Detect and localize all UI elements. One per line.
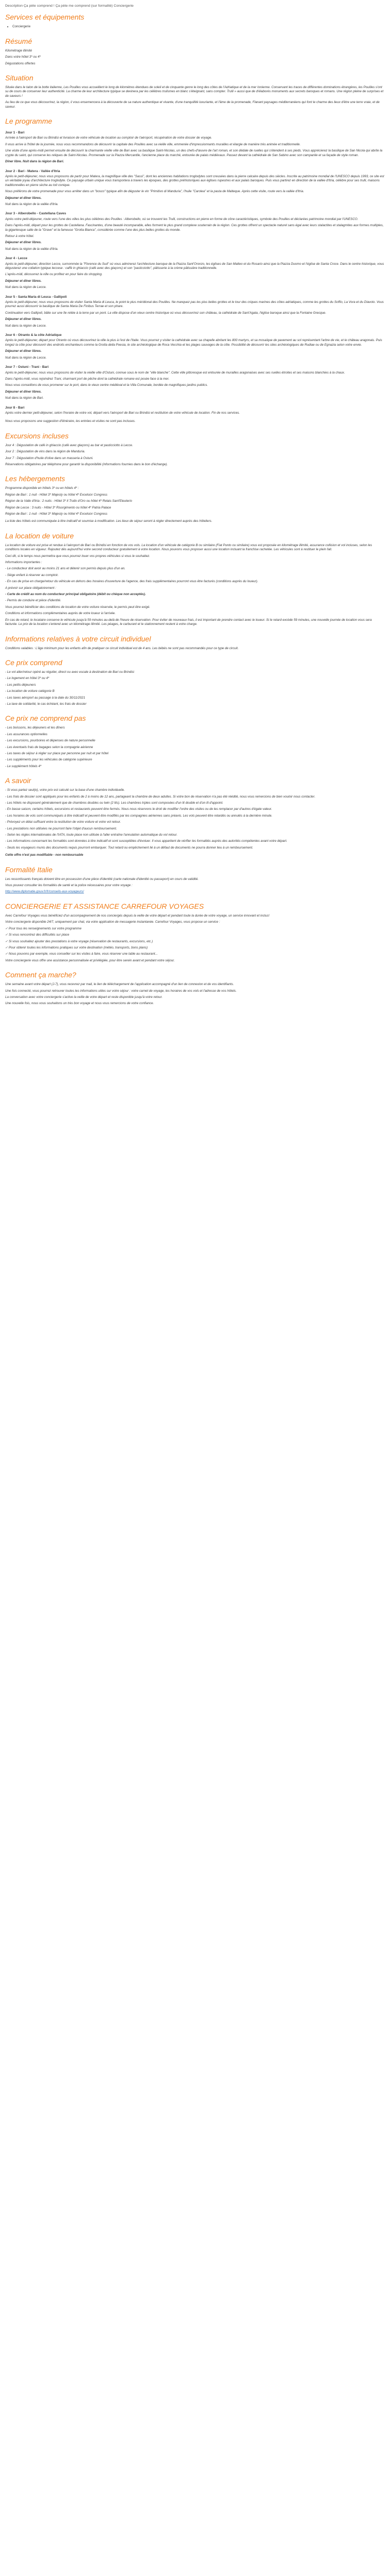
hebergement-line: Région de Bari : 1 nuit - Hôtel 3* Majesty ou hôtel 4* Excelsior Congress [5,493,108,497]
conciergerie-item: ✓ Nous pouvons par exemple, vous conseiller sur les visites à faire, vous réserver une table au restaurant... [5,952,158,956]
conciergerie-item: ✓ Pour tous les renseignements sur votre programme [5,926,82,930]
day-7-paragraph: Nous vous conseillons de vous promener sur le port, dans le vieux centre médiéval et la Villa Comunale, bordée de magnifiques jardins publics. [5,383,208,387]
hebergement-line: Région de la Valle d'Itria : 2 nuits - Hôtel 3* Il Trullo d'Oro ou hôtel 4* Relais Sant'Eleuterio [5,499,133,503]
prix-ne-comprend-item: - Les boissons, les déjeuners et les dîners [5,726,65,730]
formalites-link[interactable]: http://www.diplomatie.gouv.fr/fr/conseils-aux-voyageurs/ [5,890,84,894]
a-savoir-closing: Cette offre n'est pas modifiable - non remboursable [5,853,84,857]
comment-paragraph: La conversation avec votre conciergerie s'active la veille de votre départ et reste disponible jusqu'à votre retour. [5,995,163,999]
prix-ne-comprend-item: - Le supplément hôtels 4* [5,764,42,768]
day-1-paragraph: Arrivée à l'aéroport de Bari ou Brindisi et livraison de votre véhicule de location au comptoir de l'aéroport, récupération de votre dossier de voyage. [5,136,212,140]
day-8-paragraph: Après votre dernier petit-déjeuner, selon l'horaire de votre vol, départ vers l'aéroport de Bari ou Brindisi et restitution de votre véhicule de location. Fin de nos services. [5,411,240,415]
day-1-title: Jour 1 - Bari [5,131,25,135]
location-paragraph: Ceci dit, si le temps nous permettra que vous pourrez louer vos propres véhicules si vous le souhaitez. [5,554,150,558]
day-1-paragraph: Dîner libre. Nuit dans la région de Bari. [5,160,64,164]
a-savoir-paragraph: - Les hôtels ne disposent généralement que de chambres doubles ou twin (2 lits). Les chambres triples sont composées d'un lit double et d'un lit d'appoint. [5,801,223,805]
prix-comprend-heading: Ce prix comprend [5,658,62,667]
day-6-paragraph: Nuit dans la région de Lecce. [5,355,47,360]
day-5-paragraph: Après le petit-déjeuner, nous vous proposons de visiter Santa Maria di Leuca, le point le plus méridional des Pouilles. Ne manquez pas les plus belles grottes et le tour des criques marines des côtes adriatiques, comme les grottes du Soffio, La Vora et du Diavolo. Vous pourrez aussi découvrir la basilique de Santa Maria De Finibus Terrae et son phare. [5,300,384,309]
day-4-paragraph: Nuit dans la région de Lecce. [5,285,47,290]
prix-comprend-item: - Le vol aller/retour opéré au régulier, direct ou avec escale à destination de Bari ou Brindisi [5,670,135,674]
day-7-title: Jour 7 - Ostuni - Trani - Bari [5,365,49,369]
conciergerie-item: ✓ Si vous souhaitez ajouter des prestations à votre voyage (réservation de restaurants, excursions, etc.) [5,939,153,943]
conciergerie-item: ✓ Si vous rencontrez des difficultés sur place [5,933,70,937]
day-3-paragraph: Retour à votre hôtel. [5,234,35,238]
a-savoir-heading: A savoir [5,776,31,785]
a-savoir-paragraph: - Selon les règles internationales de l'IATA, toute place non utilisée à l'aller entraîne l'annulation automatique du vol retour. [5,833,177,837]
prix-ne-comprend-item: - Les excursions, pourboires et dépenses de nature personnelle [5,739,95,743]
day-4-paragraph: L'après-midi, découvrez la ville ou profitez en pour faire du shopping. [5,273,103,277]
a-savoir-paragraph: - Seuls les voyageurs munis des documents requis pourront embarquer. Tout retard ou empêchement lié à un défaut de documents ne pourra donner lieu à un remboursement. [5,845,253,850]
day-1-paragraph: Il vous arrive à l'hôtel de la journée, nous vous recommandons de découvrir la capitale des Pouilles avec sa vieille ville, emmenée d'impressionnants murailles et élargie de manière très animée et traditionnelle. [5,142,301,146]
excursion-item: Jour 4 : Dégustation de café in ghiaccio (café avec glaçons) au bar et pasticciotto à Lecce. [5,443,133,447]
resume-heading: Résumé [5,37,32,45]
a-savoir-paragraph: - Les prestations non utilisées ne pourront faire l'objet d'aucun remboursement. [5,826,117,831]
hebergements-note: La liste des hôtels est communiquée à titre indicatif et soumise à modification. Les lieux de séjour seront à régler directement auprès des hôteliers. [5,519,213,523]
conciergerie-heading: CONCIERGERIE ET ASSISTANCE CARREFOUR VOYAGES [5,902,204,910]
location-paragraph: A prévoir sur place obligatoirement : [5,586,56,590]
day-3-paragraph: Dans l'après-midi, départ pour les grottes de Castellana. Fascinantes, d'une beauté incomparable, elles forment le plus grand complexe souterrain de la région. Ces grottes offrent un spectacle naturel sans égal avec leurs stalactites et stalagmites aux formes multiples, la gigantesque salle de la "Grave" et la fameuse "Grotta Bianca", considérée comme l'une des plus belles grottes du monde. [5,224,384,232]
location-paragraph: Informations importantes : [5,561,42,565]
day-4-title: Jour 4 - Lecce [5,257,27,261]
situation-heading: Situation [5,74,34,82]
day-5-title: Jour 5 - Santa Maria di Leuca - Gallipoli [5,295,67,299]
a-savoir-paragraph: - Les horaires de vols sont communiqués à titre indicatif et peuvent être modifiés par les compagnies aériennes sans préavis. Les vols peuvent être retardés ou annulés à la dernière minute. [5,814,272,818]
location-paragraph: - Permis de conduire et pièce d'identité. [5,599,61,603]
day-8-title: Jour 8 - Bari [5,405,25,410]
excursions-heading: Excursions incluses [5,431,69,440]
location-paragraph: Conditions et informations complémentaires auprès de votre loueur à l'arrivée. [5,612,116,616]
a-savoir-paragraph: - Les informations concernant les formalités sont données à titre indicatif et sont susceptibles d'évoluer. Il vous appartient de vérifier les formalités auprès des autorités compétentes avant votre départ. [5,839,287,843]
hebergements-intro: Programme disponible en hôtels 3* ou en hôtels 4* : [5,486,79,490]
a-savoir-paragraph: - Les frais de dossier sont appliqués pour les enfants de 2 à moins de 12 ans, partageant la chambre de deux adultes. Si votre bon de réservation n'a pas été réédité, nous vous remercions de bien vouloir nous contacter. [5,794,316,799]
hebergement-line: Région de Bari : 1 nuit - Hôtel 3* Majesty ou hôtel 4* Excelsior Congress [5,512,108,516]
day-7-paragraph: Après le petit-déjeuner, nous vous proposons de visiter la vieille ville d'Ostuni, connue sous le nom de "ville blanche". Cette ville pittoresque est entourée de murailles aragonaises avec ses ruelles étroites et ses maisons blanchies à la chaux. [5,370,345,375]
comment-heading: Comment ça marche? [5,971,76,979]
services-list [5,25,385,29]
day-6-title: Jour 6 - Otranto & la côte Adriatique [5,333,62,337]
excursion-item: Jour 7 : Dégustation d'huile d'olive dans un masseria à Ostuni. [5,456,93,460]
prix-comprend-item: - Les petits-déjeuners [5,683,36,687]
prix-comprend-item: - Le logement en hôtel 3* ou 4* [5,676,50,681]
prix-ne-comprend-item: - Les éventuels frais de bagages selon la compagnie aérienne [5,745,93,749]
day-1-paragraph: Une visite d'une après-midi permet ensuite de découvrir la charmante vieille ville de Bari avec sa basilique Saint-Nicolas, un des chefs-d'œuvre de l'art roman, et son dédale de ruelles qui s'étendent à ses pieds. Vous apprécierez la basilique de San Nicola qui abrite la crypte du saint, qui conserve les reliques de Saint-Nicolas. Promenade sur la Piazza Mercantile, l'ancienne place du marché, entourée de palais médiévaux. Passez devant la cathédrale de San Sabino avec son campanile et sa façade de style roman. [5,149,383,157]
formalites-paragraph: Les ressortissants français doivent être en possession d'une pièce d'identité (carte nationale d'identité ou passeport) en cours de validité. [5,877,199,881]
location-heading: La location de voiture [5,531,74,540]
day-3-title: Jour 3 - Alberobello - Castellana Caves [5,212,67,216]
conciergerie-item: ✓ Pour obtenir toutes les informations pratiques sur votre destination (météo, transports, bons plans) [5,945,148,950]
situation-paragraph: Située dans le talon de la botte italienne, Les Pouilles vous accueillent le long de kilomètres étendues de soleil et de cinquante genre le long des côtes de l'Adriatique et de la mer Ionienne. Conservant les traces de différentes dominations étrangères, les Pouilles s'ont su de cours de conserver leur authenticité. La charme de leur architecture typique se devinera par les célèbres trulismes en blanc s'éteignant, sans compter. Trulli » aussi que de d'élaborés monuments aux secrets baroques et romans. Une région pleine de surprises et de saveurs ! [5,86,384,98]
conciergerie-paragraph: Votre conciergerie disponible 24/7, uniquement par chat, via votre application de messagerie instantanée. Carrefour Voyages, vous propose un service : [5,920,220,924]
page-description: Description Ça pète comprend ! Ça pète me comprend (sur formalité) Conciergerie [5,4,134,8]
day-6-paragraph: Déjeuner et dîner libres. [5,349,42,353]
day-2-paragraph: Nuit dans la région de la vallée d'Itria. [5,202,58,206]
hebergements-heading: Les hébergements [5,474,65,483]
programme-note: Nous vous proposons une suggestion d'itinéraire, les entrées et visites ne sont pas incluses. [5,419,136,423]
prix-ne-comprend-item: - Les assurances optionnelles [5,732,47,736]
day-7-paragraph: Dans l'après-midi, vous rejoindrez Trani, charmant port de pêche dont la cathédrale romane est posée face à la mer. [5,377,170,381]
location-paragraph: En cas de retard, le locataire conserve le véhicule jusqu'à 59 minutes au-delà de l'heure de réservation. Pour éviter de nouveaux frais, il est important de prendre contact avec le loueur. Si le retard excède 59 minutes, une nouvelle journée de location vous sera facturée. Le prix de la location s'entend avec un kilométrage illimité. Les péages, le carburant et le stationnement restent à votre charge. [5,618,372,626]
day-3-paragraph: Déjeuner et dîner libres. [5,241,42,245]
prix-ne-comprend-item: - Les suppléments pour les véhicules de catégorie supérieure [5,758,92,762]
prix-ne-comprend-heading: Ce prix ne comprend pas [5,714,86,723]
day-4-paragraph: Déjeuner et dîner libres. [5,279,42,283]
location-paragraph: Vous pourrez bénéficier des conditions de location de votre voiture réservée, le permis peut être exigé. [5,605,151,609]
day-2-paragraph: Nous préférons de votre promenade pour vous arrêter dans un "bosco" typique afin de déguster le vin "Primitivo di Manduria", l'huile "Carolea" et la pasta de Malteque. Après cette visite, route vers la vallée d'Itria. [5,190,304,194]
location-paragraph: - Siège enfant à réserver au comptoir. [5,573,59,577]
comment-paragraph: Une semaine avant votre départ (J-7), vous recevrez par mail, le lien de téléchargement de l'application accompagné d'un lien de connexion et de vos identifiants. [5,982,234,987]
excursions-note: Réservations obligatoires par téléphone pour garantir la disponibilité (informations fournies dans le bon d'échange). [5,462,168,466]
services-item: • Conciergerie [12,25,385,29]
day-6-paragraph: Après le petit-déjeuner, départ pour Otranto où vous découvrirez la ville la plus à l'est de l'Italie. Vous pourrez y visiter la cathédrale avec sa chapelle abritant les 800 martyrs, et sa mosaïque de pavement au sol représentant l'arbre de vie, et le château aragonais. Puis longez la côte pour découvrir des endroits enchanteurs comme la Grotta della Poesia, le site archéologique de Roca Vecchia et les plages sauvages de la côte. Possibilité de découvrir les sites archéologiques de Rudiae ou de Egnazia selon votre envie. [5,338,382,347]
a-savoir-paragraph: - Si vous partez seul(e), votre prix est calculé sur la base d'une chambre individuelle. [5,788,125,792]
resume-line: Kilométrage illimité [5,48,32,53]
a-savoir-paragraph: - Prévoyez un délai suffisant entre la restitution de votre voiture et votre vol retour. [5,820,121,824]
day-7-paragraph: Nuit dans la région de Bari. [5,396,44,400]
day-3-paragraph: Après votre petit-déjeuner, route vers l'une des villes les plus célèbres des Pouilles : Alberobello, où se trouvent les Trulli, constructions en pierre en forme de cône caractéristiques, symbole des Pouilles et déclarées patrimoine mondial par l'UNESCO. [5,217,359,221]
prix-comprend-item: - Les taxes aéroport au passage à la date du 30/11/2021 [5,696,86,700]
day-2-paragraph: Après le petit-déjeuner, nous vous proposons de partir pour Matera, la magnifique ville des "Sassi", dont les anciennes habitations troglodytes sont creusées dans la pierre calcaire depuis des siècles. Inscrite au patrimoine mondial de l'UNESCO depuis 1993, ce site est un véritable joyau d'architecture troglodyte. Ce paysage urbain unique vous transportera à travers les époques, des grottes préhistoriques aux églises rupestres et aux palais baroques. Puis vous partirez en direction de la vallée d'Itria, célèbre pour ses trulli, maisons traditionnelles en pierre sèche au toit conique. [5,174,384,187]
day-2-title: Jour 2 - Bari - Matera - Vallée d'Itria [5,169,60,173]
day-4-paragraph: Après le petit-déjeuner, direction Lecce, surnommée la "Florence du Sud" où vous admirerez l'architecture baroque de la Piazza Sant'Oronzo, les églises de San Matteo et du Rosario ainsi que la Piazza Duomo et l'église de Santa Croce. Dans le centre historique, vous dégusterez une collation typique leccese : caffè in ghiaccio (café avec des glaçons) et son "pasticciotto", pâtisserie à la crème pâtissière traditionnelle. [5,262,384,270]
formalites-paragraph: Vous pouvez consulter les formalités de santé et la police nécessaires pour votre voyage : [5,884,133,888]
infos-heading: Informations relatives à votre circuit individuel [5,634,151,643]
resume-line: Dans votre hôtel 3* ou 4* [5,55,41,59]
services-heading: Services et équipements [5,13,85,22]
day-7-paragraph: Déjeuner et dîner libres. [5,389,42,394]
comment-paragraph: Une fois connecté, vous pourrez retrouver toutes les informations utiles sur votre séjour : votre carnet de voyage, les horaires de vos vols et l'adresse de vos hôtels. [5,989,237,993]
conciergerie-paragraph: Avec Carrefour Voyages vous bénéficiez d'un accompagnement de nos conciergés depuis la veille de votre départ et pendant toute la durée de votre voyage, un service innovant et inclus! [5,913,270,918]
day-5-paragraph: Nuit dans la région de Lecce. [5,324,47,328]
comment-paragraph: Une nouvelle fois, nous vous souhaitons un très bon voyage et nous vous remercions de votre confiance. [5,1002,154,1006]
a-savoir-paragraph: - En basse saison, certains hôtels, excursions et restaurants peuvent être fermés. Nous nous réservons le droit de modifier l'ordre des visites ou de les remplacer par d'autres d'égale valeur. [5,807,272,811]
situation-paragraph: Au lieu de ce que vous découvrirez, la région, il vous ensemencera à la découverte de sa nature authentique et vivante, d'une tranquillité luxuriante, et l'âme de la promenade, Flanant paysages méditerranéens qui font le charme des lieux d'être une terre vraie, et de saveur. [5,100,380,109]
hebergement-line: Région de Lecce : 3 nuits - Hôtel 3* Risorgimento ou hôtel 4* Patria Palace [5,505,111,510]
day-5-paragraph: Continuation vers Gallipoli, bâtie sur une île reliée à la terre par un pont. La ville dispose d'un vieux centre historique où vous découvrirez son château, la cathédrale de Sant'Agata, l'église baroque ainsi que la Fontaine Grecque. [5,311,327,315]
day-5-paragraph: Déjeuner et dîner libres. [5,317,42,321]
location-paragraph: - Carte de crédit au nom du conducteur principal obligatoire (débit ou chèque non acceptés). [5,592,146,597]
location-paragraph: - En cas de prise en charge/retour du véhicule en dehors des horaires d'ouverture de l'agence, des frais supplémentaires pourront vous être facturés (conditions auprès du loueur). [5,580,258,584]
formalites-heading: Formalité Italie [5,865,53,874]
excursion-item: Jour 2 : Dégustation de vins dans la région de Manduria. [5,450,86,454]
day-2-paragraph: Déjeuner et dîner libres. [5,196,42,200]
resume-line: Dégustations offertes [5,61,36,65]
location-paragraph: La location de voiture est prise et rendue à l'aéroport de Bari ou Brindisi en fonction de vos vols. La location d'un véhicule de catégorie B ou similaire (Fiat Punto ou similaire) vous est proposée en kilométrage illimité, assurance collision et vol incluses, selon les conditions locales en vigueur. Rajoutez dès aujourd'hui votre second conducteur gratuitement à votre location. Nous pouvons vous proposer aussi une location incluant la franchise rachetée. Les véhicules sont à restituer le plein fait. [5,543,372,552]
conciergerie-paragraph: Votre conciergerie vous offre une assistance personnalisée et privilégiée, pour être serein avant et pendant votre séjour. [5,958,175,962]
location-paragraph: - Le conducteur doit avoir au moins 21 ans et détenir son permis depuis plus d'un an. [5,567,126,571]
prix-comprend-item: - La location de voiture catégorie B [5,689,55,693]
day-3-paragraph: Nuit dans la région de la vallée d'Itria. [5,247,58,251]
programme-heading: Le programme [5,117,53,126]
infos-paragraph: Conditions valables : L'âge minimum pour les enfants afin de pratiquer ce circuit individuel est de 4 ans. Les bébés ne sont pas recommandés pour ce type de circuit. [5,646,239,650]
prix-comprend-item: - La taxe de solidarité, le cas échéant, les frais de dossier [5,702,87,706]
prix-ne-comprend-item: - Les taxes de séjour à régler sur place par personne par nuit et par hôtel [5,751,109,755]
